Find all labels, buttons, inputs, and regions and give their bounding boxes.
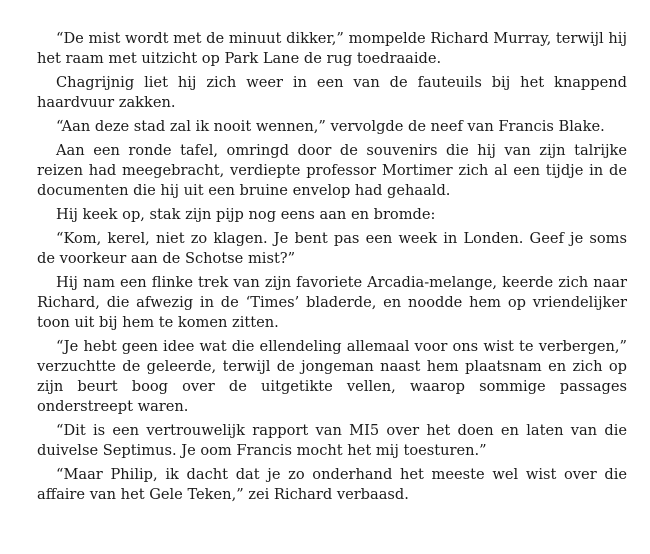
paragraph: Hij keek op, stak zijn pijp nog eens aan en bromde: [56,206,436,223]
paragraph: Chagrijnig liet hij zich weer in een van de fauteuils bij het knappend haardvuur zakken. [37,74,627,111]
paragraph: Aan een ronde tafel, omringd door de souvenirs die hij van zijn talrijke reizen had meegebracht, verdiepte professor Mortimer zich al een tijdje in de documenten die hij uit een bruine envelop had gehaald. [37,142,627,199]
paragraph: “De mist wordt met de minuut dikker,” mompelde Richard Murray, terwijl hij het raam met uitzicht op Park Lane de rug toedraaide. [37,30,627,67]
paragraph: Hij nam een flinke trek van zijn favoriete Arcadia-melange, keerde zich naar Richard, die afwezig in de ‘Times’ bladerde, en noodde hem op vriendelijker toon uit bij hem te komen zitten. [37,274,627,331]
paragraph: “Kom, kerel, niet zo klagen. Je bent pas een week in Londen. Geef je soms de voorkeur aan de Schotse mist?” [37,230,627,267]
paragraph: “Dit is een vertrouwelijk rapport van MI5 over het doen en laten van die duivelse Septimus. Je oom Francis mocht het mij toesturen.” [37,422,627,459]
body-text [37,29,627,509]
paragraph: “Aan deze stad zal ik nooit wennen,” vervolgde de neef van Francis Blake. [56,118,605,135]
paragraph: “Je hebt geen idee wat die ellendeling allemaal voor ons wist te verbergen,” verzuchtte de geleerde, terwijl de jongeman naast hem plaatsnam en zich op zijn beurt boog over de uitgetikte vellen, waarop sommige passages onderstreept waren. [37,338,627,415]
paragraph: “Maar Philip, ik dacht dat je zo onderhand het meeste wel wist over die affaire van het Gele Teken,” zei Richard verbaasd. [37,466,627,503]
